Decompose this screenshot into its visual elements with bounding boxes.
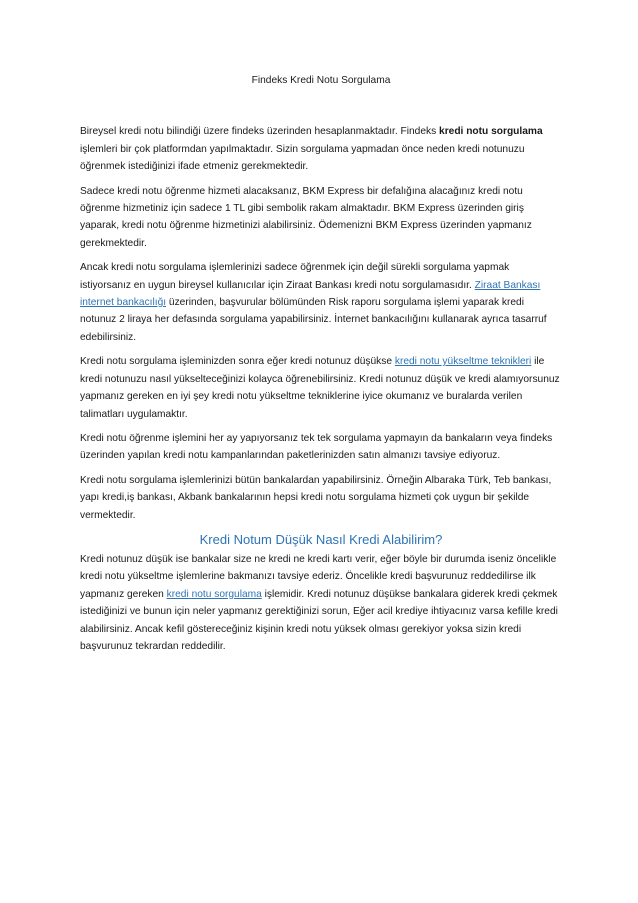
paragraph-banks: Kredi notu sorgulama işlemlerinizi bütün bankalardan yapabilirsiniz. Örneğin Albaraka Türk, Teb bankası, yapı kredi,iş bankası, Akbank bankalarının hepsi kredi notu sorgulama hizmeti çok uygun bir şekilde vermektedir. bbox=[80, 474, 552, 521]
paragraph-improve-text-2: ile kredi notunuzu nasıl yükselteceğinizi kolayca öğrenebilirsiniz. Kredi notunuz düşük ve kredi alamıyorsunuz yapmanız gereken en iyi şey kredi notu yükseltme tekniklerine iyice okumanız ve buralarda verilen talimatları uygulamaktır. bbox=[80, 356, 560, 420]
paragraph-low-score-text-2: işlemidir. Kredi notunuz düşükse bankalara giderek kredi çekmek istediğinizi ve bunun için neler yapmanız gerektiğinizi sorun, Eğer acil krediye ihtiyacınız varsa kefille kredi alabilirsiniz. Ancak kefil göstereceğiniz kişinin kredi notu yüksek olması gerekiyor yoksa sizin kredi başvurunuz tekrardan reddedilir. bbox=[80, 588, 558, 652]
section-heading: Kredi Notum Düşük Nasıl Kredi Alabilirim? bbox=[199, 531, 443, 547]
paragraph-ziraat-text-1: Ancak kredi notu sorgulama işlemlerinizi sadece öğrenmek için değil sürekli sorgulama yapmak istiyorsanız en uygun bireysel kullanıcılar için Ziraat Bankası kredi notu sorgulamasıdır. bbox=[80, 262, 510, 291]
paragraph-monthly: Kredi notu öğrenme işlemini her ay yapıyorsanız tek tek sorgulama yapmayın da bankaların veya findeks üzerinden yapılan kredi notu kampanlarından paketlerinizden satın almanızı tavsiye ediyoruz. bbox=[80, 432, 553, 462]
document-page bbox=[80, 72, 562, 662]
paragraph-bkm-express: Sadece kredi notu öğrenme hizmeti alacaksanız, BKM Express bir defalığına alacağınız kredi notu öğrenme hizmetiniz için sadece 1 TL gibi sembolik rakam almaktadır. BKM Express üzerinden giriş yaparak, kredi notu öğrenme hizmetinizi alabilirsiniz. Ödemenizni BKM Express üzerinden yapmanız gerekmektedir. bbox=[80, 185, 532, 249]
paragraph-intro bbox=[80, 123, 562, 175]
document-title: Findeks Kredi Notu Sorgulama bbox=[251, 75, 391, 86]
credit-score-query-link[interactable]: kredi notu sorgulama bbox=[166, 588, 262, 600]
paragraph-ziraat-text-2: üzerinden, başvurular bölümünden Risk raporu sorgulama işlemi yaparak kredi notunuz 2 liraya her defasında sorgulama yapabilirsiniz. İnternet bankacılığını kullanarak ayrıca tasarruf edebilirsiniz. bbox=[80, 297, 547, 343]
paragraph-intro-bold: kredi notu sorgulama bbox=[439, 126, 543, 138]
paragraph-ziraat bbox=[80, 259, 562, 346]
paragraph-improve bbox=[80, 353, 562, 423]
paragraph-intro-text-2: işlemleri bir çok platformdan yapılmaktadır. Sizin sorgulama yapmadan önce neden kredi notunuzu öğrenmek istediğinizi ifade etmeniz gerekmektedir. bbox=[80, 143, 525, 173]
paragraph-low-score bbox=[80, 551, 562, 655]
paragraph-intro-text-1: Bireysel kredi notu bilindiği üzere findeks üzerinden hesaplanmaktadır. Findeks bbox=[80, 126, 440, 138]
ziraat-internet-banking-link[interactable]: Ziraat Bankası internet bankacılığı bbox=[80, 279, 541, 309]
paragraph-improve-text-1: Kredi notu sorgulama işleminizden sonra eğer kredi notunuz düşükse bbox=[80, 356, 395, 368]
paragraph-low-score-text-1: Kredi notunuz düşük ise bankalar size ne kredi ne kredi kartı verir, eğer böyle bir durumda iseniz öncelikle kredi notu yükseltme işlemlerine bakmanızı tavsiye ederiz. Öncelikle kredi başvurunuz reddedilirse ilk yapmanız gereken bbox=[80, 553, 557, 600]
credit-score-improvement-link[interactable]: kredi notu yükseltme teknikleri bbox=[394, 356, 532, 368]
